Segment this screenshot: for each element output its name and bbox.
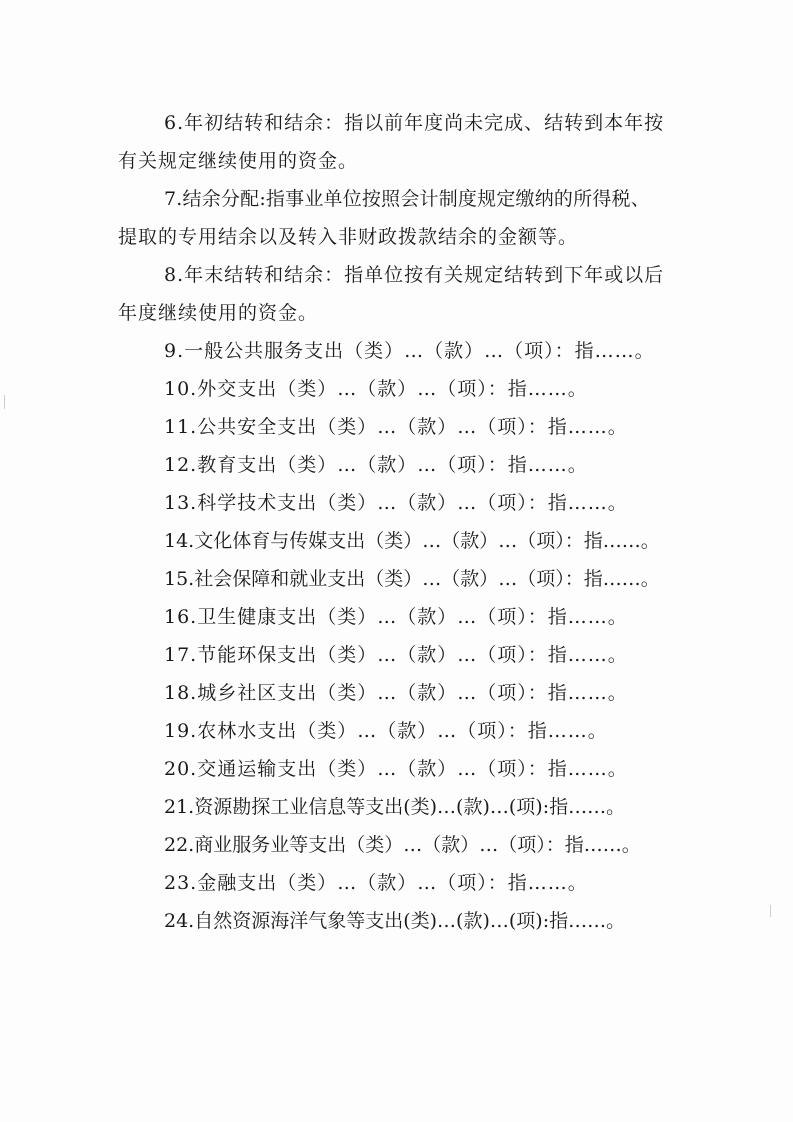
list-item: 17.节能环保支出（类）…（款）…（项）：指……。 bbox=[164, 644, 628, 666]
paragraph-line: 7.结余分配:指事业单位按照会计制度规定缴纳的所得税、 bbox=[164, 188, 650, 210]
list-item: 15.社会保障和就业支出（类）…（款）…（项）：指……。 bbox=[164, 568, 660, 590]
list-item: 11.公共安全支出（类）…（款）…（项）：指……。 bbox=[164, 416, 628, 438]
document-body bbox=[118, 104, 708, 940]
paragraph-line: 6.年初结转和结余：指以前年度尚未完成、结转到本年按 bbox=[164, 112, 665, 134]
list-item: 19.农林水支出（类）…（款）…（项）：指……。 bbox=[164, 720, 608, 742]
list-item: 16.卫生健康支出（类）…（款）…（项）：指……。 bbox=[164, 606, 628, 628]
list-item: 13.科学技术支出（类）…（款）…（项）：指……。 bbox=[164, 492, 628, 514]
paragraph-line: 年度继续使用的资金。 bbox=[118, 302, 319, 324]
paragraph-line: 8.年末结转和结余：指单位按有关规定结转到下年或以后 bbox=[164, 264, 665, 286]
list-item: 22.商业服务业等支出（类）…（款）…（项）：指……。 bbox=[164, 834, 641, 856]
list-item: 24.自然资源海洋气象等支出(类)…(款)…(项):指……。 bbox=[164, 910, 626, 932]
paragraph-line: 提取的专用结余以及转入非财政拨款结余的金额等。 bbox=[118, 226, 579, 248]
list-item: 18.城乡社区支出（类）…（款）…（项）：指……。 bbox=[164, 682, 628, 704]
scan-edge-mark bbox=[4, 395, 5, 409]
list-item: 14.文化体育与传媒支出（类）…（款）…（项）：指……。 bbox=[164, 530, 660, 552]
paragraph-line: 有关规定继续使用的资金。 bbox=[118, 150, 359, 172]
scan-edge-mark bbox=[770, 905, 771, 917]
list-item: 21.资源勘探工业信息等支出(类)…(款)…(项):指……。 bbox=[164, 796, 626, 818]
paragraph-surplus-allocation bbox=[118, 180, 708, 256]
list-item: 9.一般公共服务支出（类）…（款）…（项）：指……。 bbox=[164, 340, 655, 362]
list-item: 23.金融支出（类）…（款）…（项）：指……。 bbox=[164, 872, 588, 894]
list-item: 12.教育支出（类）…（款）…（项）：指……。 bbox=[164, 454, 588, 476]
list-item: 20.交通运输支出（类）…（款）…（项）：指……。 bbox=[164, 758, 628, 780]
paragraph-carryover-end bbox=[118, 256, 708, 332]
list-item: 10.外交支出（类）…（款）…（项）：指……。 bbox=[164, 378, 588, 400]
paragraph-carryover-begin bbox=[118, 104, 708, 180]
